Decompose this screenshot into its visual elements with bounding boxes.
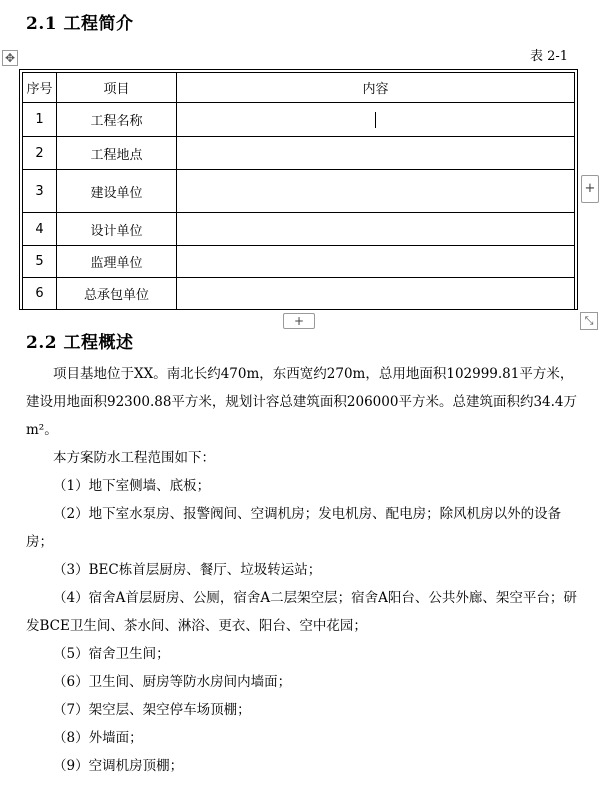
table-caption: 表 2-1 <box>530 49 569 64</box>
row-item[interactable]: 总承包单位 <box>57 278 177 310</box>
scope-item: （2）地下室水泵房、报警阀间、空调机房；发电机房、配电房；除风机房以外的设备房； <box>26 506 562 550</box>
add-row-button[interactable]: + <box>283 313 315 329</box>
scope-item: （1）地下室侧墙、底板； <box>53 478 211 494</box>
header-no[interactable]: 序号 <box>23 73 57 103</box>
scope-item: （4）宿舍A首层厨房、公厕，宿舍A二层架空层；宿舍A阳台、公共外廊、架空平台；研发BCE卫生间、茶水间、淋浴、更衣、阳台、空中花园； <box>26 590 577 634</box>
row-item[interactable]: 建设单位 <box>57 170 177 213</box>
scope-item: （9）空调机房顶棚； <box>53 758 184 774</box>
row-content[interactable] <box>177 213 575 246</box>
row-content[interactable] <box>177 278 575 310</box>
row-item[interactable]: 工程名称 <box>57 103 177 137</box>
scope-item: （3）BEC栋首层厨房、餐厅、垃圾转运站； <box>53 562 322 578</box>
row-item[interactable]: 监理单位 <box>57 246 177 278</box>
table-move-handle-icon[interactable]: ✥ <box>2 50 18 66</box>
scope-item: （5）宿舍卫生间； <box>53 646 170 662</box>
scope-item: （8）外墙面； <box>53 730 143 746</box>
text-cursor <box>375 112 377 128</box>
scope-item: （7）架空层、架空停车场顶棚； <box>53 702 251 718</box>
row-no[interactable]: 5 <box>23 246 57 278</box>
overview-text: 项目基地位于XX。南北长约470m，东西宽约270m，总用地面积102999.81平方米，建设用地面积92300.88平方米，规划计容总建筑面积206000平方米。总建筑面积约34.4万m²。 <box>26 366 578 438</box>
project-info-table <box>19 69 578 310</box>
section-title-2-1: 2.1 工程简介 <box>26 14 134 34</box>
row-no[interactable]: 3 <box>23 170 57 213</box>
row-content[interactable] <box>177 137 575 170</box>
row-item[interactable]: 工程地点 <box>57 137 177 170</box>
overview-paragraph <box>26 360 586 444</box>
add-column-button[interactable]: + <box>581 175 599 203</box>
row-no[interactable]: 6 <box>23 278 57 310</box>
scope-intro: 本方案防水工程范围如下： <box>53 450 215 466</box>
scope-item: （6）卫生间、厨房等防水房间内墙面； <box>53 674 292 690</box>
row-item[interactable]: 设计单位 <box>57 213 177 246</box>
row-no[interactable]: 4 <box>23 213 57 246</box>
row-content[interactable] <box>177 170 575 213</box>
section-title-2-2: 2.2 工程概述 <box>26 333 134 353</box>
header-content[interactable]: 内容 <box>177 73 575 103</box>
row-content-project-name[interactable] <box>177 103 575 137</box>
row-no[interactable]: 2 <box>23 137 57 170</box>
table-resize-handle-icon[interactable]: ⤡ <box>580 312 598 330</box>
row-no[interactable]: 1 <box>23 103 57 137</box>
row-content[interactable] <box>177 246 575 278</box>
header-item[interactable]: 项目 <box>57 73 177 103</box>
